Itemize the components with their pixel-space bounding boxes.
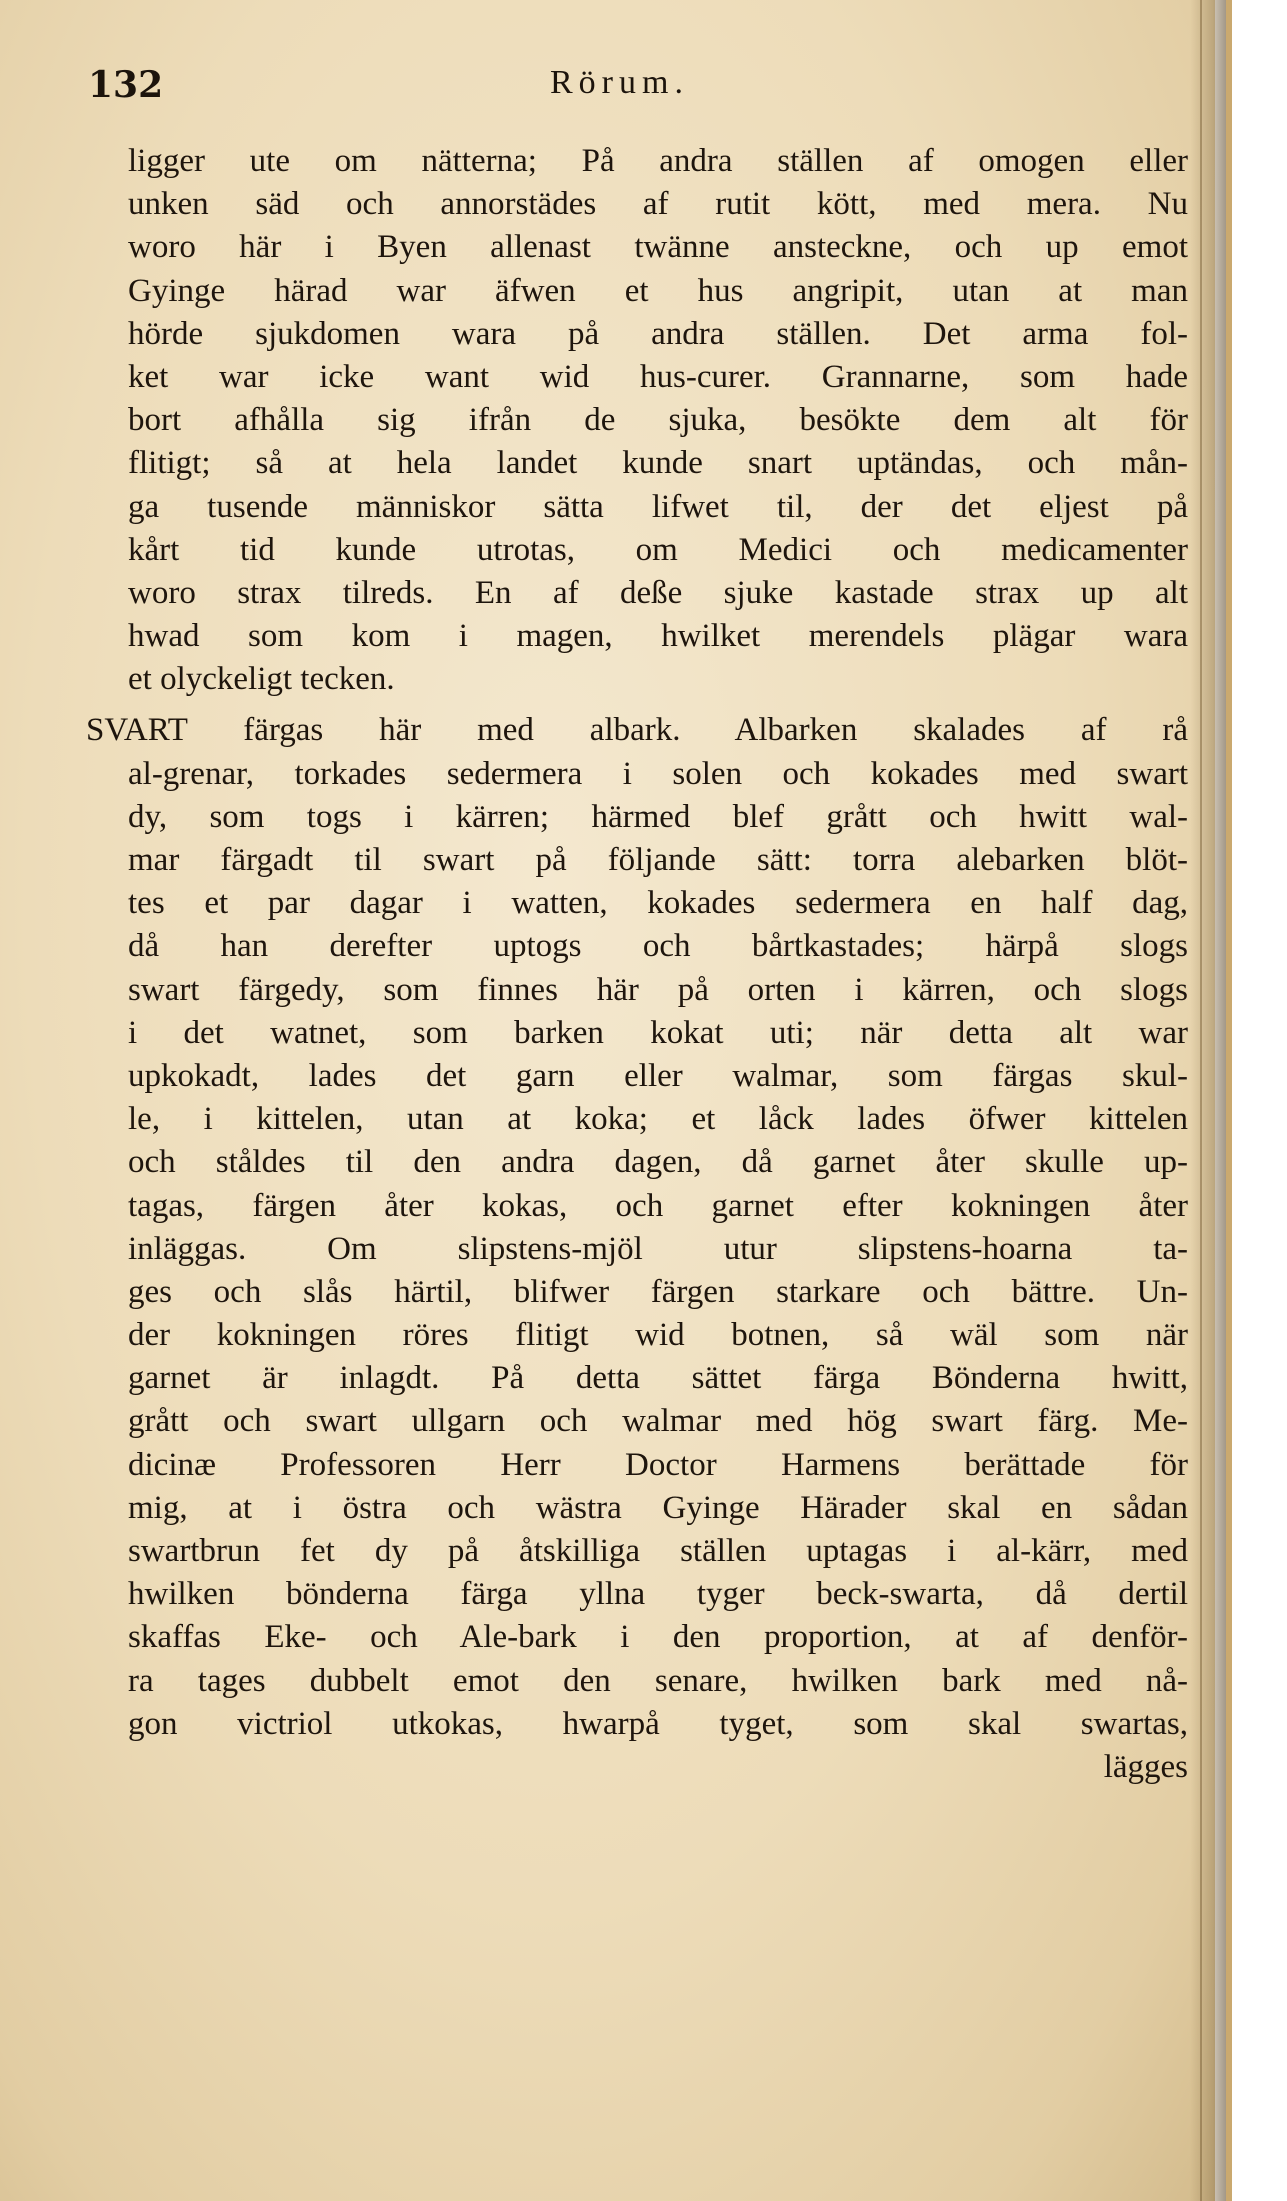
text-line: ga tusende människor sätta lifwet til, der det eljest på	[128, 488, 1188, 525]
text-line: hwilken bönderna färga yllna tyger beck-swarta, då dertil	[128, 1576, 1188, 1613]
page-number: 132	[88, 64, 164, 106]
text-line: woro strax tilreds. En af deße sjuke kastade strax up alt	[128, 574, 1188, 611]
catchword: lägges	[1103, 1748, 1188, 1785]
text-line: unken säd och annorstädes af rutit kött, med mera. Nu	[128, 186, 1188, 223]
page-edge-shadow	[1190, 0, 1228, 2201]
text-line: garnet är inlagdt. På detta sättet färga Bönderna hwitt,	[128, 1360, 1188, 1397]
text-line: flitigt; så at hela landet kunde snart uptändas, och mån-	[128, 445, 1188, 482]
text-line: i det watnet, som barken kokat uti; när detta alt war	[128, 1014, 1188, 1051]
running-head: Rörum.	[550, 64, 689, 101]
text-line: mar färgadt til swart på följande sätt: torra alebarken blöt-	[128, 842, 1188, 878]
text-line: mig, at i östra och wästra Gyinge Härader skal en sådan	[128, 1489, 1188, 1526]
text-line: grått och swart ullgarn och walmar med hög swart färg. Me-	[128, 1403, 1188, 1440]
text-line: le, i kittelen, utan at koka; et låck lades öfwer kittelen	[128, 1101, 1188, 1138]
body-text	[86, 140, 1188, 1789]
text-line: gon victriol utkokas, hwarpå tyget, som skal swartas,	[128, 1705, 1188, 1742]
text-line: swartbrun fet dy på åtskilliga ställen uptagas i al-kärr, med	[128, 1533, 1188, 1569]
text-line: dicinæ Professoren Herr Doctor Harmens berättade för	[128, 1446, 1188, 1483]
page-edge	[1226, 0, 1232, 2201]
text-line: upkokadt, lades det garn eller walmar, som färgas skul-	[128, 1057, 1188, 1094]
text-line: der kokningen röres flitigt wid botnen, så wäl som när	[128, 1317, 1188, 1354]
text-line: SVART färgas här med albark. Albarken skalades af rå	[86, 712, 1188, 749]
paragraph-2	[86, 709, 1188, 1789]
text-line: och ståldes til den andra dagen, då garnet åter skulle up-	[128, 1144, 1188, 1181]
text-line: bort afhålla sig ifrån de sjuka, besökte dem alt för	[128, 402, 1188, 439]
text-line: swart färgedy, som finnes här på orten i kärren, och slogs	[128, 971, 1188, 1008]
text-line: ligger ute om nätterna; På andra ställen af omogen eller	[128, 143, 1188, 179]
text-line: tagas, färgen åter kokas, och garnet efter kokningen åter	[128, 1187, 1188, 1224]
text-line: Gyinge härad war äfwen et hus angripit, utan at man	[128, 272, 1188, 309]
text-line: hwad som kom i magen, hwilket merendels plägar wara	[128, 618, 1188, 655]
text-line: hörde sjukdomen wara på andra ställen. Det arma fol-	[128, 315, 1188, 352]
text-line: kårt tid kunde utrotas, om Medici och medicamenter	[128, 531, 1188, 568]
page-header	[88, 64, 1188, 114]
paragraph-1	[128, 140, 1188, 701]
text-line: et olyckeligt tecken.	[128, 661, 395, 698]
text-line: al-grenar, torkades sedermera i solen och kokades med swart	[128, 755, 1188, 792]
paragraph-gap	[128, 701, 1188, 709]
text-line: tes et par dagar i watten, kokades sedermera en half dag,	[128, 885, 1188, 922]
text-line: dy, som togs i kärren; härmed blef grått och hwitt wal-	[128, 798, 1188, 835]
text-line: ges och slås härtil, blifwer färgen starkare och bättre. Un-	[128, 1273, 1188, 1310]
text-line: woro här i Byen allenast twänne ansteckne, och up emot	[128, 229, 1188, 266]
text-line: skaffas Eke- och Ale-bark i den proportion, at af denför-	[128, 1619, 1188, 1656]
text-line: ra tages dubbelt emot den senare, hwilken bark med nå-	[128, 1662, 1188, 1699]
text-line: inläggas. Om slipstens-mjöl utur slipstens-hoarna ta-	[128, 1230, 1188, 1267]
text-line: då han derefter uptogs och bårtkastades; härpå slogs	[128, 928, 1188, 965]
text-line: ket war icke want wid hus-curer. Grannarne, som hade	[128, 358, 1188, 395]
